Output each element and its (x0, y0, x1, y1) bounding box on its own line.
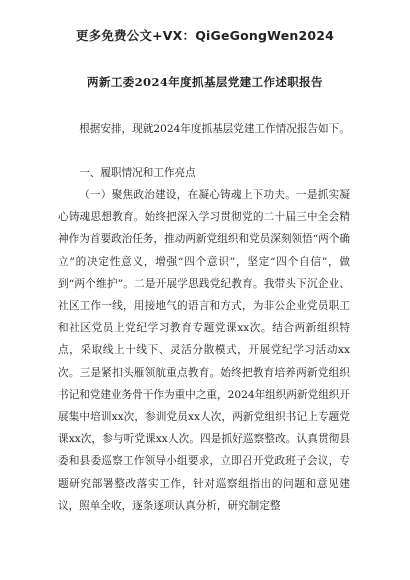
body-paragraph: （一）聚焦政治建设，在凝心铸魂上下功夫。一是抓实凝心铸魂思想教育。始终把深入学习贯彻党的二十届三中全会精神作为首要政治任务，推动两新党组织和党员深刻领悟“两个确立”的决定性意义，增强“四个意识”，坚定“四个自信”，做到“两个维护”。二是开展学思践党纪教育。我带头下沉企业、社区工作一线，用接地气的语言和方式，为非公企业党员职工和社区党员上党纪学习教育专题党课xx次。结合两新组织特点，采取线上十线下、灵活分散模式，开展党纪学习活动xx次。三是紧扣头雁领航重点教育。始终把教育培养两新党组织书记和党建业务骨干作为重中之重，2024年组织两新党组织开展集中培训xx次，参训党员xx人次，两新党组织书记上专题党课xx次，参与听党课xx人次。四是抓好巡察整改。认真贯彻县委和县委巡察工作领导小组要求，立即召开党政班子会议，专题研究部署整改落实工作，针对巡察组指出的问题和意见建议，照单全收，逐条逐项认真分析，研究制定整 (58, 189, 350, 512)
section-heading: 一、履职情况和工作亮点 (79, 167, 196, 179)
document-title: 两新工委2024年度抓基层党建工作述职报告 (87, 75, 323, 89)
intro-paragraph: 根据安排，现就2024年度抓基层党建工作情况报告如下。 (79, 123, 350, 135)
watermark-header: 更多免费公文+VX：QiGeGongWen2024 (75, 28, 335, 43)
